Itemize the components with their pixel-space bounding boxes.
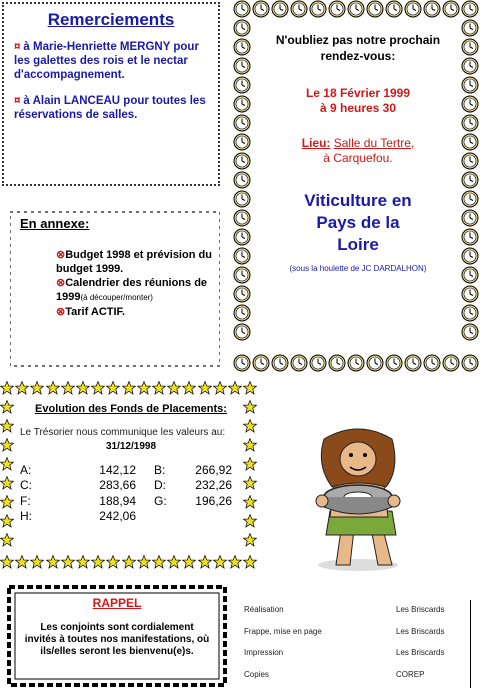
star-icon [76,555,90,569]
table-cell: B: [154,462,166,477]
clock-icon [347,0,365,18]
clock-icon [233,209,251,227]
thanks-box [2,2,220,186]
table-cell: D: [154,478,166,493]
cross-icon: ⊗ [56,306,66,318]
star-icon [30,555,44,569]
clock-icon [233,133,251,151]
reminder-text: Les conjoints sont cordialement invités à toutes nos manifestations, où ils/elles seront les bienvenu(e)s. [24,622,210,657]
clock-icon [442,354,460,372]
clock-icon [233,190,251,208]
table-cell: C: [20,478,32,493]
clock-icon [233,76,251,94]
star-icon [182,555,196,569]
reminder-title: RAPPEL [92,596,142,610]
star-icon [213,381,227,395]
cross-icon: ⊗ [56,277,66,289]
clock-icon [461,133,479,151]
clock-icon [233,38,251,56]
star-icon [30,381,44,395]
table-row [20,509,232,525]
star-icon [243,495,257,509]
star-icon [243,438,257,452]
clock-icon [233,95,251,113]
clock-icon [461,57,479,75]
clock-icon [461,228,479,246]
caveman-illustration [296,425,424,573]
meeting-box [233,0,483,372]
clock-icon [423,354,441,372]
cross-icon: ⊗ [56,249,66,261]
star-icon [0,381,14,395]
clock-icon [423,0,441,18]
funds-table [20,462,232,524]
table-cell: 266,92 [195,462,232,477]
star-icon [106,555,120,569]
clock-icon [252,0,270,18]
credit-row [244,665,484,687]
star-icon [122,555,136,569]
meeting-host: (sous la houlette de JC DARDALHON) [289,264,427,273]
clock-icon [461,304,479,322]
star-icon [0,419,14,433]
list-item: ⊗Tarif ACTIF. [56,306,126,318]
clock-icon [461,354,479,372]
clock-icon [404,354,422,372]
funds-title: Evolution des Fonds de Placements: [35,403,227,415]
bullet-icon: ¤ [14,95,21,107]
table-cell: F: [20,493,31,508]
clock-icon [233,266,251,284]
clock-icon [461,76,479,94]
clock-icon [290,0,308,18]
star-icon [76,381,90,395]
clock-icon [328,0,346,18]
star-icon [243,381,257,395]
clock-icon [461,209,479,227]
clock-icon [461,114,479,132]
star-icon [243,514,257,528]
meeting-intro: N'oubliez pas notre prochain rendez-vous: [275,33,441,63]
star-icon [152,555,166,569]
table-row [20,478,232,494]
star-icon [137,381,151,395]
clock-icon [290,354,308,372]
clock-icon [252,354,270,372]
annex-list [56,248,216,319]
credit-row [244,622,484,644]
thanks-item: ¤ à Marie-Henriette MERGNY pour les galettes des rois et le nectar d'accompagnement. [14,41,199,81]
star-icon [228,381,242,395]
table-row [20,493,232,509]
star-icon [167,555,181,569]
table-cell: 232,26 [195,478,232,493]
credit-name: COREP [396,669,425,679]
clock-icon [461,95,479,113]
table-cell [136,509,182,525]
star-icon [228,555,242,569]
meeting-theme: Viticulture en Pays de la Loire [304,191,412,254]
clock-icon [461,38,479,56]
star-icon [198,381,212,395]
clock-icon [271,0,289,18]
credit-role: Copies [244,669,269,679]
annex-title: En annexe: [20,216,90,231]
star-icon [15,555,29,569]
clock-icon [366,354,384,372]
credits-table [244,600,484,686]
star-icon [0,400,14,414]
star-icon [152,381,166,395]
annex-box [10,208,220,370]
meeting-datetime: Le 18 Février 1999 à 9 heures 30 [305,86,411,115]
star-icon [213,555,227,569]
clock-icon [461,285,479,303]
clock-icon [233,354,251,372]
clock-icon [233,57,251,75]
star-icon [243,419,257,433]
clock-icon [233,114,251,132]
clock-icon [233,19,251,37]
meeting-content [255,22,461,348]
table-cell: 142,12 [99,462,136,477]
star-icon [0,438,14,452]
table-cell [182,509,232,525]
table-cell: 283,66 [99,478,136,493]
credit-row [244,600,484,622]
thanks-title: Remerciements [47,10,175,29]
star-icon [0,495,14,509]
clock-icon [271,354,289,372]
star-icon [243,476,257,490]
funds-box [0,381,262,569]
clock-icon [461,323,479,341]
star-icon [46,381,60,395]
funds-date: 31/12/1998 [105,441,157,452]
funds-content [20,403,242,524]
credit-role: Frappe, mise en page [244,626,322,636]
star-icon [61,555,75,569]
bullet-icon: ¤ [14,41,21,53]
star-icon [46,555,60,569]
clock-icon [404,0,422,18]
clock-icon [461,190,479,208]
clock-icon [461,247,479,265]
clock-icon [461,266,479,284]
credit-role: Réalisation [244,605,284,614]
table-cell: 196,26 [195,493,232,508]
star-icon [91,381,105,395]
table-cell: 188,94 [99,493,136,508]
credit-name: Les Briscards [396,626,445,636]
clock-icon [233,171,251,189]
clock-icon [233,152,251,170]
star-icon [61,381,75,395]
clock-icon [233,228,251,246]
star-icon [0,457,14,471]
credit-name: Les Briscards [396,605,445,614]
clock-icon [385,354,403,372]
clock-icon [233,247,251,265]
star-icon [15,381,29,395]
clock-icon [461,152,479,170]
star-icon [167,381,181,395]
credit-name: Les Briscards [396,648,445,657]
star-icon [0,514,14,528]
clock-icon [309,0,327,18]
clock-icon [347,354,365,372]
clock-icon [461,171,479,189]
list-item: ⊗Calendrier des réunions de 1999(à découper/monter) [56,277,208,303]
table-row [20,462,232,478]
clock-icon [233,0,251,18]
star-icon [182,381,196,395]
clock-icon [233,323,251,341]
star-icon [137,555,151,569]
meeting-place: Lieu: Salle du Tertre, à Carquefou. [301,136,415,165]
star-icon [243,533,257,547]
funds-intro: Le Trésorier nous communique les valeurs au: [20,427,226,438]
reminder-box [6,584,228,688]
clock-icon [233,285,251,303]
star-icon [91,555,105,569]
thanks-item: ¤ à Alain LANCEAU pour toutes les réservations de salles. [14,95,206,121]
clock-icon [328,354,346,372]
clock-icon [461,0,479,18]
table-cell: A: [20,462,32,477]
star-icon [243,400,257,414]
star-icon [122,381,136,395]
list-item: ⊗Budget 1998 et prévision du budget 1999. [56,249,212,275]
clock-icon [309,354,327,372]
table-cell: H: [20,509,32,524]
clock-icon [233,304,251,322]
clock-icon [366,0,384,18]
clock-icon [461,19,479,37]
star-icon [0,476,14,490]
star-icon [243,457,257,471]
star-icon [243,555,257,569]
credit-row [244,643,484,665]
star-icon [0,533,14,547]
clock-icon [442,0,460,18]
star-icon [0,555,14,569]
credit-role: Impression [244,648,284,657]
clock-icon [385,0,403,18]
table-cell: G: [154,493,167,508]
table-cell: 242,06 [99,509,136,524]
star-icon [106,381,120,395]
star-icon [198,555,212,569]
